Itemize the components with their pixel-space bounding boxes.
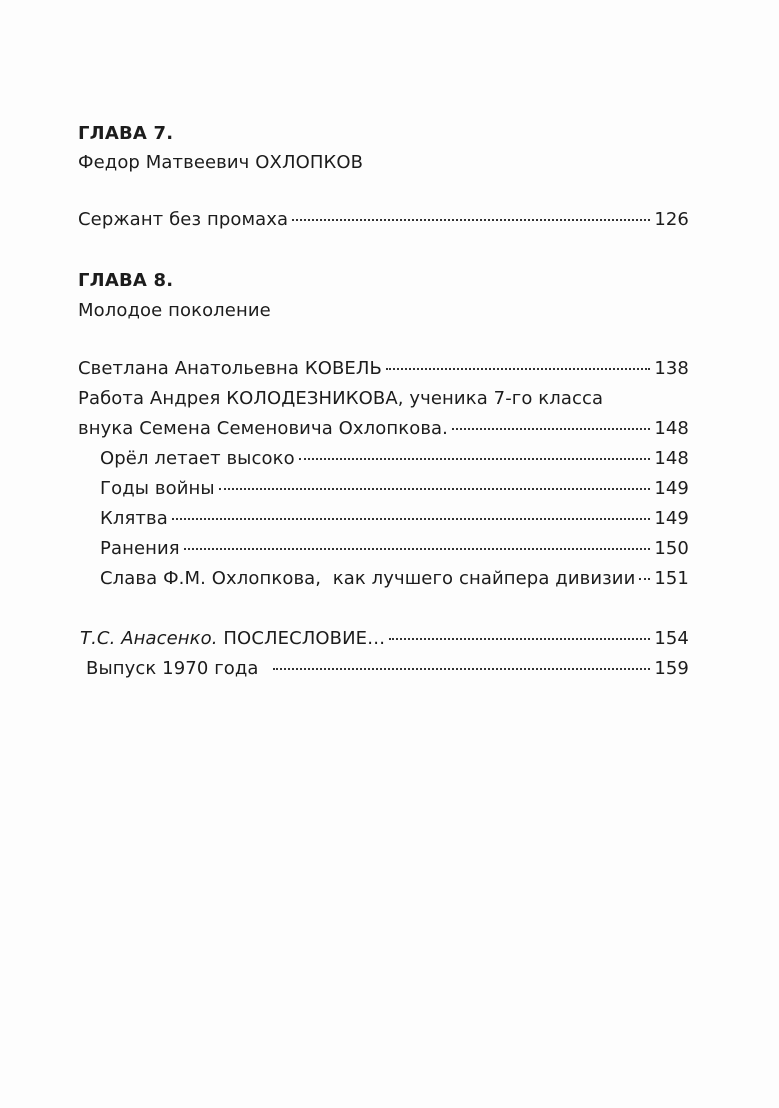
afterword-title: ПОСЛЕСЛОВИЕ… [217,628,386,649]
toc-entry-title-line1: Работа Андрея КОЛОДЕЗНИКОВА, ученика 7-го класса [78,388,604,409]
toc-subentry-page: 148 [654,448,689,469]
toc-subentry[interactable] [100,538,689,562]
toc-subentry-title: Годы войны [100,478,215,499]
toc-entry-graduates[interactable] [86,658,689,682]
toc-subentry[interactable] [100,508,689,532]
afterword-author: Т.С. Анасенко. [80,628,218,649]
chapter-7-subtitle: Федор Матвеевич ОХЛОПКОВ [78,152,364,173]
toc-subentry-title: Орёл летает высоко [100,448,295,469]
leader-dots [299,458,651,460]
toc-entry-page: 159 [654,658,689,679]
toc-entry-page: 138 [654,358,689,379]
chapter-8-heading: ГЛАВА 8. [78,270,174,291]
leader-dots [452,428,650,430]
toc-entry[interactable] [78,418,689,442]
toc-entry-page: 126 [654,209,689,230]
leader-dots [389,638,650,640]
chapter-7-heading: ГЛАВА 7. [78,123,174,144]
leader-dots [184,548,651,550]
toc-subentry-page: 149 [654,508,689,529]
leader-dots [386,368,650,370]
leader-dots [639,578,650,580]
toc-entry-afterword[interactable] [80,628,689,652]
toc-subentry-page: 149 [654,478,689,499]
toc-entry-page: 154 [654,628,689,649]
toc-subentry-title: Клятва [100,508,168,529]
leader-dots [172,518,650,520]
toc-subentry[interactable] [100,478,689,502]
leader-dots [219,488,651,490]
toc-entry-title: Сержант без промаха [78,209,289,230]
toc-subentry[interactable] [100,448,689,472]
toc-entry-title: Выпуск 1970 года [86,658,259,679]
toc-entry[interactable] [78,209,689,233]
toc-subentry-page: 151 [654,568,689,589]
leader-dots [273,668,651,670]
toc-subentry-title: Слава Ф.М. Охлопкова, как лучшего снайпера дивизии [100,568,636,589]
toc-entry[interactable] [78,358,689,382]
toc-entry-title: внука Семена Семеновича Охлопкова. [78,418,448,439]
toc-entry-page: 148 [654,418,689,439]
toc-subentry-page: 150 [654,538,689,559]
toc-entry-title: Светлана Анатольевна КОВЕЛЬ [78,358,382,379]
toc-entry-title [80,628,385,649]
toc-subentry-title: Ранения [100,538,180,559]
chapter-8-subtitle: Молодое поколение [78,300,271,321]
leader-dots [292,219,650,221]
toc-subentry[interactable] [100,568,689,592]
